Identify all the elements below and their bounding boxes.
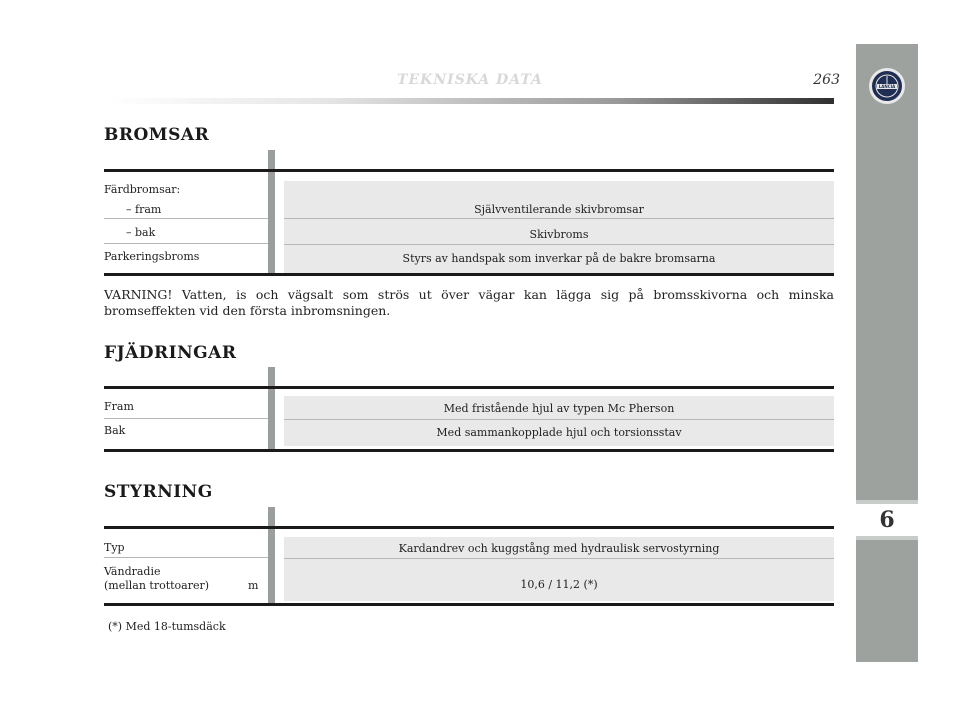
section-heading-fjadringar: FJÄDRINGAR (104, 343, 237, 363)
lancia-logo-icon (869, 68, 905, 104)
chapter-side-tab (856, 44, 918, 662)
row-label: Vändradie (104, 565, 161, 578)
chapter-number: 6 (856, 500, 918, 540)
table-top-rule (104, 526, 834, 529)
table-divider (268, 367, 275, 387)
table-divider (268, 507, 275, 527)
row-value: Självventilerande skivbromsar (474, 203, 644, 216)
row-value: Skivbroms (529, 228, 589, 241)
row-label: Parkeringsbroms (104, 250, 200, 263)
row-label: Färdbromsar: (104, 183, 181, 196)
row-label: – bak (126, 226, 156, 239)
row-separator (284, 244, 834, 245)
section-heading-bromsar: BROMSAR (104, 125, 210, 145)
table-divider (268, 529, 275, 605)
running-title: TEKNISKA DATA (397, 72, 543, 88)
row-value: Med fristående hjul av typen Mc Pherson (443, 402, 675, 415)
table-bottom-rule (104, 449, 834, 452)
table-bottom-rule (104, 273, 834, 276)
row-label: Typ (104, 541, 125, 554)
row-separator (104, 243, 268, 244)
row-unit: m (248, 579, 259, 592)
page-number: 263 (813, 72, 840, 88)
row-label: – fram (126, 203, 162, 216)
row-value: Med sammankopplade hjul och torsionsstav (436, 426, 682, 439)
row-separator (104, 557, 268, 558)
svg-text:LANCIA: LANCIA (878, 84, 896, 90)
row-value: 10,6 / 11,2 (*) (520, 578, 598, 591)
table-divider (268, 389, 275, 451)
table-divider (268, 172, 275, 275)
table-divider (268, 150, 275, 170)
row-label: Bak (104, 424, 126, 437)
row-separator (284, 218, 834, 219)
table-bottom-rule (104, 603, 834, 606)
footnote: (*) Med 18-tumsdäck (108, 620, 226, 633)
row-label: Fram (104, 400, 134, 413)
table-top-rule (104, 386, 834, 389)
row-separator (284, 419, 834, 420)
table-top-rule (104, 169, 834, 172)
section-heading-styrning: STYRNING (104, 482, 213, 502)
header-rule (104, 98, 834, 104)
row-label: (mellan trottoarer) (104, 579, 210, 592)
warning-text: VARNING! Vatten, is och vägsalt som strös ut över vägar kan lägga sig på bromsskivorna och minska bromseffekten vid den första inbromsningen. (104, 287, 834, 318)
row-separator (284, 558, 834, 559)
row-separator (104, 418, 268, 419)
row-value: Styrs av handspak som inverkar på de bakre bromsarna (402, 252, 716, 265)
row-value: Kardandrev och kuggstång med hydraulisk servostyrning (398, 542, 720, 555)
row-separator (104, 218, 268, 219)
